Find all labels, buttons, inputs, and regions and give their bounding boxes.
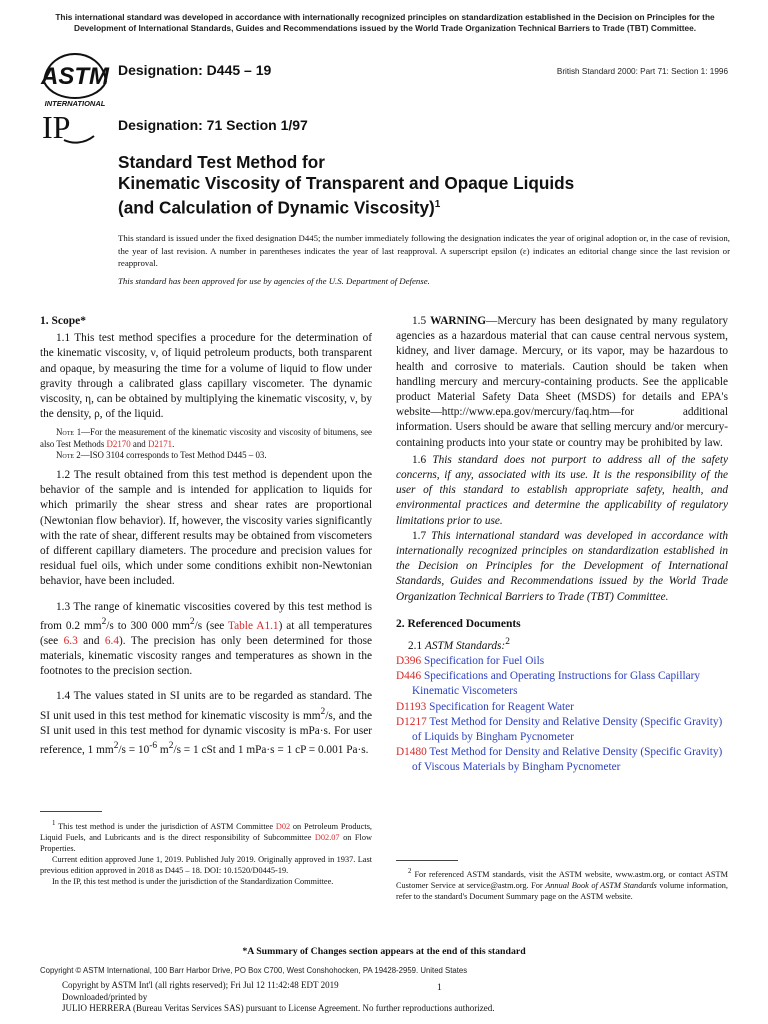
link-6-3[interactable]: 6.3 — [63, 634, 78, 647]
para-1-3: 1.3 The range of kinematic viscosities covered by this test method is from 0.2 $mm^2/s$ to 300 000 $mm^2/s$ (see Table A1.1) at all temperatures (see 6.3 and 6.4). The precision has only been determined for those materials, kinematic viscosity ranges and temperatures as shown in the footnotes to the precision section. — [40, 600, 373, 678]
ip-logo-text: IP — [42, 110, 71, 145]
link-6-4[interactable]: 6.4 — [104, 634, 120, 647]
referenced-documents-heading: 2. Referenced Documents — [396, 617, 521, 630]
astm-logo-text: INTERNATIONAL — [44, 99, 106, 106]
summary-of-changes-note: *A Summary of Changes section appears at the end of this standard — [242, 946, 526, 957]
title-line-2: Kinematic Viscosity of Transparent and Opaque Liquids — [118, 173, 575, 193]
designation-astm: Designation: D445 – 19 — [118, 62, 272, 78]
ref-d396[interactable]: D396 Specification for Fuel Oils — [396, 655, 545, 668]
download-stamp: Copyright by ASTM Int'l (all rights reserved); Fri Jul 12 11:42:48 EDT 2019 Downloaded/printed by JULIO HERRERA (Bureau Veritas Services SAS) pursuant to License Agreement. No further reproductions authorized. — [62, 980, 495, 1013]
designation-ip: Designation: 71 Section 1/97 — [118, 117, 308, 133]
astm-logo — [36, 50, 114, 106]
right-column — [396, 314, 728, 776]
ref-d1480[interactable]: D1480 Test Method for Density and Relative Density (Specific Gravity) of Viscous Materials by Bingham Pycnometer — [396, 746, 723, 774]
para-1-4: 1.4 The values stated in SI units are to be regarded as standard. The SI unit used in this test method for kinematic viscosity is $mm^2/s$, and the SI unit used in this test method for dynamic viscosity is mPa·s. For user reference, 1 $mm^2/s = 10^{-6}$ $m^2/s = 1$ cSt and 1 mPa·s = 1 cP = 0.001 Pa·s. — [40, 690, 372, 756]
ref-d446[interactable]: D446 Specifications and Operating Instructions for Glass Capillary Kinematic Viscometers — [396, 670, 701, 698]
scope-heading: 1. Scope* — [40, 315, 86, 327]
para-1-5: 1.5 WARNING—Mercury has been designated by many regulatory agencies as a hazardous material that can cause central nervous system, kidney, and liver damage. Mercury, or its vapor, may be hazardous to health and corrosive to materials. Caution should be taken when handling mercury and mercury-containing products. See the applicable product Material Safety Data Sheet (MSDS) for details and EPA's website—http://www.epa.gov/mercury/faq.htm—for additional information. Users should be aware that selling mercury and/or mercury-containing products into your state or country may be prohibited by law. — [396, 315, 728, 449]
link-table-a1-1[interactable]: Table A1.1 — [228, 619, 279, 632]
footnote-rule-right — [396, 860, 458, 861]
note-2: Note 2—ISO 3104 corresponds to Test Method D445 – 03. — [56, 450, 267, 461]
title-line-1: Standard Test Method for — [118, 152, 325, 172]
copyright-line: Copyright © ASTM International, 100 Barr Harbor Drive, PO Box C700, West Conshohocken, PA 19428-2959. United States — [40, 966, 468, 975]
link-d2170[interactable]: D2170 — [106, 438, 131, 449]
para-1-1: 1.1 This test method specifies a procedure for the determination of the kinematic viscosity, ν, of liquid petroleum products, both transparent and opaque, by measuring the time for a volume of liquid to flow under gravity through a calibrated glass capillary viscometer. The dynamic viscosity, η, can be obtained by multiplying the kinematic viscosity, ν, by the density, ρ, of the liquid. — [40, 332, 372, 421]
ref-d1217[interactable]: D1217 Test Method for Density and Relative Density (Specific Gravity) of Liquids by Bingham Pycnometer — [396, 715, 723, 744]
footnote-1: $^1$ This test method is under the jurisdiction of ASTM Committee D02 on Petroleum Products, Liquid Fuels, and Lubricants and is the direct responsibility of Subcommittee D02.07 on Flow Properties. Current edition approved June 1, 2019. Published July 2019. Originally approved in 1937. Last previous edition approved in 2018 as D445 – 18. DOI: 10.1520/D0445-19. In the IP, this test method is under the jurisdiction of the Standardization Committee. — [40, 820, 372, 886]
footnote-2: $^2$ For referenced ASTM standards, visit the ASTM website, www.astm.org, or contact ASTM Customer Service at service@astm.org. For Annual Book of ASTM Standards volume information, refer to the standard's Document Summary page on the ASTM website. — [396, 868, 729, 901]
title-line-3: (and Calculation of Dynamic Viscosity)$^1$ — [118, 197, 441, 218]
footnote-rule-left — [40, 811, 102, 812]
standardization-notice: This international standard was developed in accordance with internationally recognized principles on standardization established in the Decision on Principles for the Development of International Standards, Guides and Recommendations issued by the World Trade Organization Technical Barriers to Trade (TBT) Committee. — [55, 12, 715, 33]
dod-approval-note: This standard has been approved for use by agencies of the U.S. Department of Defense. — [118, 276, 430, 286]
para-1-6: 1.6 This standard does not purport to address all of the safety concerns, if any, associated with its use. It is the responsibility of the user of this standard to establish appropriate safety, health, and environmental practices and determine the applicability of regulatory limitations prior to use. — [396, 453, 728, 527]
note-1: Note 1—For the measurement of the kinematic viscosity and viscosity of bitumens, see also Test Methods D2170 and D2171. — [40, 427, 373, 449]
british-standard-note: British Standard 2000: Part 71: Section 1: 1996 — [556, 67, 728, 76]
document-title — [118, 152, 718, 219]
astm-standards-label: 2.1 ASTM Standards:$^2$ — [408, 637, 510, 652]
page-number: 1 — [437, 983, 442, 993]
issuance-note: This standard is issued under the fixed designation D445; the number immediately following the designation indicates the year of original adoption or, in the case of revision, the year of last revision. A number in parentheses indicates the year of last reapproval. A superscript epsilon (ε) indicates an editorial change since the last revision or reapproval. — [118, 233, 730, 268]
left-column — [40, 314, 372, 758]
link-d02-07[interactable]: D02.07 — [314, 832, 340, 842]
svg-text:ASTM: ASTM — [41, 63, 109, 90]
link-d02[interactable]: D02 — [275, 821, 291, 831]
para-1-7: 1.7 This international standard was developed in accordance with internationally recognized principles on standardization established in the Decision on Principles for the Development of International Standards, Guides and Recommendations issued by the World Trade Organization Technical Barriers to Trade (TBT) Committee. — [396, 529, 728, 603]
ref-d1193[interactable]: D1193 Specification for Reagent Water — [396, 700, 574, 713]
link-d2171[interactable]: D2171 — [147, 438, 173, 449]
ip-logo — [40, 110, 96, 146]
para-1-2: 1.2 The result obtained from this test method is dependent upon the behavior of the sample and is intended for application to liquids for which primarily the shear stress and shear rates are proportional (Newtonian flow behavior). If, however, the viscosity varies significantly with the rate of shear, different results may be obtained from viscometers of different capillary diameters. The procedure and precision values for residual fuel oils, which under some conditions exhibit non-Newtonian behavior, have been included. — [40, 468, 372, 588]
